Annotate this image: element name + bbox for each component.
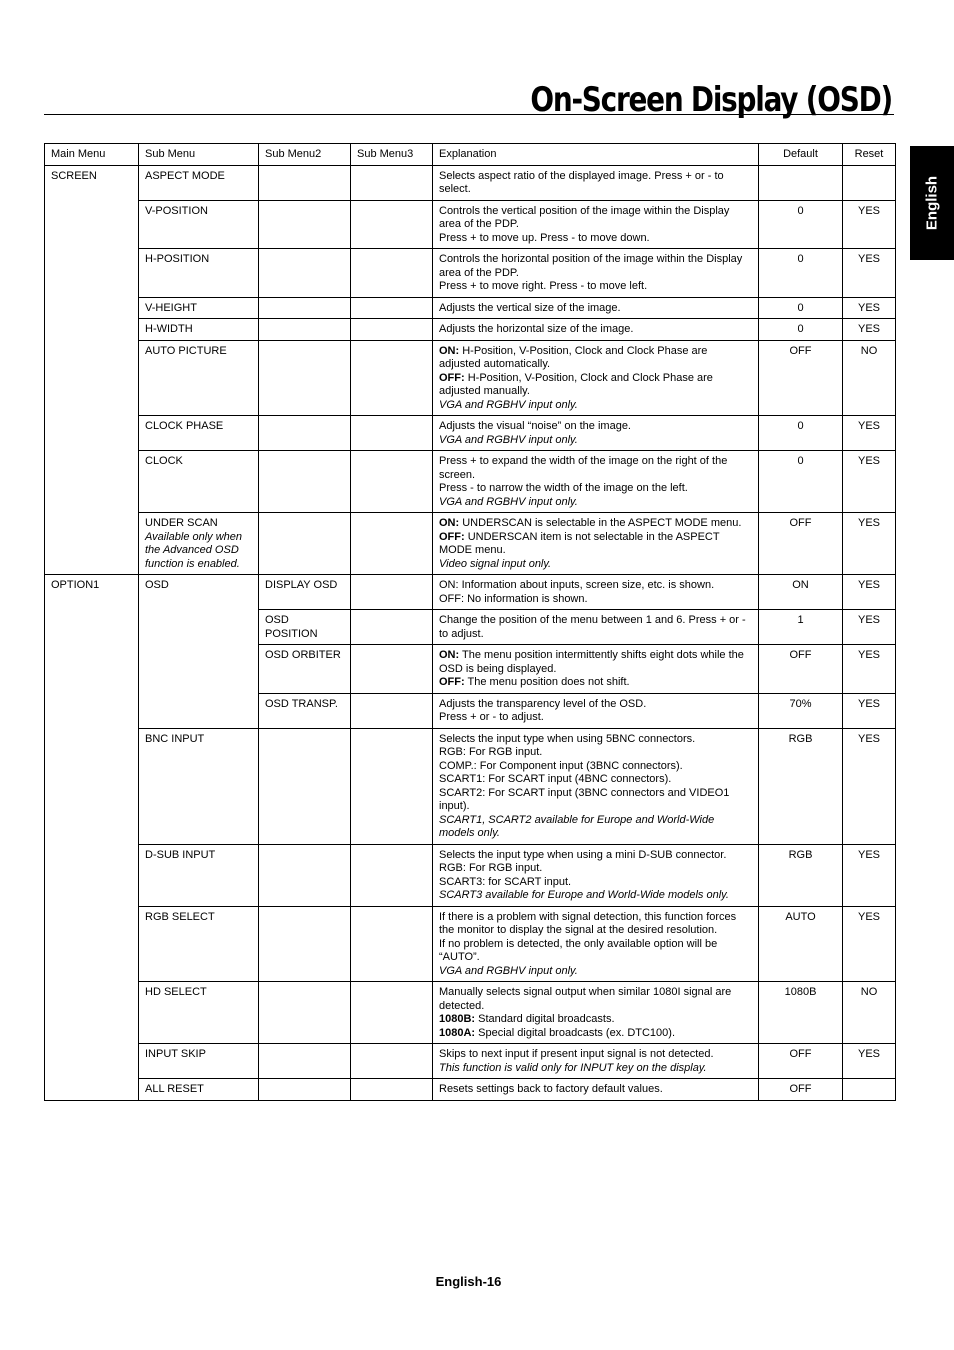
table-row xyxy=(45,165,896,200)
explanation-text: Selects the input type when using 5BNC connectors. xyxy=(439,732,696,745)
explanation-line xyxy=(439,579,752,593)
table-row xyxy=(45,982,896,1044)
explanation-line xyxy=(439,253,752,280)
explanation-text: Press + or - to adjust. xyxy=(439,711,544,723)
sub-menu-cell xyxy=(139,416,259,451)
explanation-line xyxy=(439,965,752,979)
sub-menu-label: INPUT SKIP xyxy=(145,1048,206,1060)
sub-menu-note: Available only when the Advanced OSD function is enabled. xyxy=(145,530,243,570)
table-row xyxy=(45,906,896,982)
sub-menu-label: ASPECT MODE xyxy=(145,169,225,182)
sub-menu-cell xyxy=(139,610,259,645)
default-value-cell: 1080B xyxy=(759,982,843,1044)
default-value-cell: 0 xyxy=(759,297,843,319)
sub-menu-label: AUTO PICTURE xyxy=(145,344,227,357)
default-value-cell: ON xyxy=(759,575,843,610)
sub-menu-label: HD SELECT xyxy=(145,986,207,998)
explanation-text: Press + to expand the width of the image on the right of the screen. xyxy=(439,455,728,481)
reset-value-cell: YES xyxy=(843,297,896,319)
table-row xyxy=(45,575,896,610)
explanation-line xyxy=(439,760,752,774)
explanation-text: Manually selects signal output when similar 1080I signal are detected. xyxy=(439,986,732,1012)
sub-menu-label: V-HEIGHT xyxy=(145,301,197,314)
explanation-text: Press + to move up. Press - to move down. xyxy=(439,231,650,244)
sub-menu3-cell xyxy=(351,200,433,249)
sub-menu-cell xyxy=(139,693,259,728)
reset-value-cell: NO xyxy=(843,982,896,1044)
sub-menu-cell xyxy=(139,200,259,249)
default-value-cell: RGB xyxy=(759,844,843,906)
sub-menu2-label: POSITION xyxy=(265,627,318,640)
sub-menu2-cell xyxy=(259,165,351,200)
main-menu-cell xyxy=(45,249,139,298)
explanation-text: RGB: For RGB input. xyxy=(439,746,543,758)
explanation-line xyxy=(439,746,752,760)
explanation-line xyxy=(439,711,752,725)
default-value-cell: 0 xyxy=(759,319,843,341)
table-row xyxy=(45,249,896,298)
explanation-line xyxy=(439,517,752,531)
explanation-line xyxy=(439,372,752,399)
explanation-line xyxy=(439,558,752,572)
reset-value-cell: YES xyxy=(843,575,896,610)
explanation-line xyxy=(439,1062,752,1076)
reset-value-cell: NO xyxy=(843,340,896,416)
main-menu-cell xyxy=(45,610,139,645)
main-menu-cell xyxy=(45,165,139,200)
default-value-cell: OFF xyxy=(759,1044,843,1079)
sub-menu2-label: OSD xyxy=(265,614,289,626)
sub-menu3-cell xyxy=(351,451,433,513)
explanation-note: VGA and RGBHV input only. xyxy=(439,433,578,446)
sub-menu2-cell xyxy=(259,575,351,610)
sub-menu2-cell xyxy=(259,1044,351,1079)
explanation-cell xyxy=(433,1079,759,1101)
main-menu-cell xyxy=(45,1044,139,1079)
main-menu-cell xyxy=(45,319,139,341)
explanation-keyword: OFF: xyxy=(439,371,465,384)
sub-menu3-cell xyxy=(351,165,433,200)
main-menu-cell xyxy=(45,513,139,575)
sub-menu2-cell xyxy=(259,693,351,728)
explanation-text: Special digital broadcasts (ex. DTC100). xyxy=(475,1026,676,1039)
reset-value-cell: YES xyxy=(843,645,896,694)
explanation-cell xyxy=(433,319,759,341)
reset-value-cell: YES xyxy=(843,416,896,451)
sub-menu-label: RGB SELECT xyxy=(145,910,215,923)
default-value-cell: RGB xyxy=(759,728,843,844)
explanation-text: Adjusts the horizontal size of the image. xyxy=(439,323,634,335)
explanation-line xyxy=(439,434,752,448)
explanation-line xyxy=(439,1027,752,1041)
main-menu-cell xyxy=(45,416,139,451)
reset-value-cell: YES xyxy=(843,319,896,341)
sub-menu2-cell xyxy=(259,249,351,298)
default-value-cell: OFF xyxy=(759,645,843,694)
sub-menu2-cell xyxy=(259,645,351,694)
explanation-text: Standard digital broadcasts. xyxy=(475,1013,615,1025)
explanation-text: SCART3: for SCART input. xyxy=(439,875,572,888)
sub-menu-cell xyxy=(139,340,259,416)
reset-value-cell xyxy=(843,165,896,200)
sub-menu3-cell xyxy=(351,728,433,844)
reset-value-cell xyxy=(843,1079,896,1101)
explanation-text: COMP.: For Component input (3BNC connectors). xyxy=(439,759,683,772)
sub-menu-cell xyxy=(139,451,259,513)
explanation-line xyxy=(439,986,752,1013)
sub-menu-cell xyxy=(139,1079,259,1101)
sub-menu-label: H-POSITION xyxy=(145,253,210,265)
sub-menu2-cell xyxy=(259,200,351,249)
sub-menu-label: D-SUB INPUT xyxy=(145,848,216,861)
explanation-note: VGA and RGBHV input only. xyxy=(439,495,578,508)
explanation-text: Controls the vertical position of the image within the Display area of the PDP. xyxy=(439,204,730,230)
explanation-line xyxy=(439,496,752,510)
explanation-text: Adjusts the transparency level of the OSD. xyxy=(439,697,647,710)
explanation-line xyxy=(439,1083,752,1097)
explanation-text: OFF: No information is shown. xyxy=(439,592,588,605)
main-menu-cell xyxy=(45,575,139,610)
sub-menu3-cell xyxy=(351,1079,433,1101)
sub-menu3-cell xyxy=(351,906,433,982)
explanation-text: Change the position of the menu between 1 and 6. Press + or - to adjust. xyxy=(439,614,746,640)
main-menu-cell xyxy=(45,844,139,906)
sub-menu3-cell xyxy=(351,645,433,694)
explanation-text: UNDERSCAN is selectable in the ASPECT MODE menu. xyxy=(459,517,742,529)
default-value-cell: 1 xyxy=(759,610,843,645)
sub-menu2-cell xyxy=(259,1079,351,1101)
explanation-text: Resets settings back to factory default values. xyxy=(439,1083,663,1095)
sub-menu2-cell xyxy=(259,416,351,451)
main-menu-cell xyxy=(45,645,139,694)
default-value-cell: 70% xyxy=(759,693,843,728)
reset-value-cell: YES xyxy=(843,906,896,982)
default-value-cell: 0 xyxy=(759,451,843,513)
explanation-line xyxy=(439,773,752,787)
language-tab-label: English xyxy=(923,175,941,231)
osd-menu-table xyxy=(44,143,896,1101)
sub-menu-label: UNDER SCAN xyxy=(145,517,218,529)
table-row xyxy=(45,645,896,694)
explanation-text: The menu position intermittently shifts eight dots while the OSD is being displayed. xyxy=(439,649,744,675)
table-row xyxy=(45,693,896,728)
header-sub-menu: Sub Menu xyxy=(139,144,259,166)
table-row xyxy=(45,1079,896,1101)
table-row xyxy=(45,297,896,319)
explanation-cell xyxy=(433,200,759,249)
sub-menu3-cell xyxy=(351,982,433,1044)
explanation-text: H-Position, V-Position, Clock and Clock Phase are adjusted manually. xyxy=(439,371,713,397)
sub-menu2-cell xyxy=(259,906,351,982)
table-row xyxy=(45,319,896,341)
explanation-line xyxy=(439,232,752,246)
explanation-text: SCART1: For SCART input (4BNC connectors). xyxy=(439,773,672,785)
main-menu-label: OPTION1 xyxy=(51,579,100,591)
sub-menu2-cell xyxy=(259,844,351,906)
main-menu-cell xyxy=(45,728,139,844)
explanation-cell xyxy=(433,340,759,416)
sub-menu2-label: OSD TRANSP. xyxy=(265,697,338,710)
explanation-line xyxy=(439,862,752,876)
table-row xyxy=(45,451,896,513)
explanation-line xyxy=(439,938,752,965)
explanation-line xyxy=(439,1013,752,1027)
main-menu-cell xyxy=(45,693,139,728)
explanation-line xyxy=(439,280,752,294)
table-row xyxy=(45,513,896,575)
table-body xyxy=(45,165,896,1100)
explanation-cell xyxy=(433,165,759,200)
explanation-keyword: OFF: xyxy=(439,530,465,543)
reset-value-cell: YES xyxy=(843,693,896,728)
reset-value-cell: YES xyxy=(843,844,896,906)
explanation-text: If no problem is detected, the only available option will be “AUTO”. xyxy=(439,937,718,963)
explanation-cell xyxy=(433,297,759,319)
explanation-line xyxy=(439,482,752,496)
explanation-note: VGA and RGBHV input only. xyxy=(439,964,578,977)
language-tab xyxy=(910,146,954,260)
sub-menu-cell xyxy=(139,165,259,200)
explanation-line xyxy=(439,323,752,337)
reset-value-cell: YES xyxy=(843,610,896,645)
explanation-text: Press - to narrow the width of the image on the left. xyxy=(439,482,688,494)
sub-menu-cell xyxy=(139,319,259,341)
reset-value-cell: YES xyxy=(843,200,896,249)
sub-menu3-cell xyxy=(351,610,433,645)
sub-menu3-cell xyxy=(351,844,433,906)
sub-menu3-cell xyxy=(351,575,433,610)
explanation-text: Press + to move right. Press - to move left. xyxy=(439,280,648,292)
explanation-line xyxy=(439,420,752,434)
explanation-keyword: ON: xyxy=(439,517,460,529)
explanation-cell xyxy=(433,844,759,906)
explanation-cell xyxy=(433,693,759,728)
explanation-line xyxy=(439,787,752,814)
sub-menu2-cell xyxy=(259,982,351,1044)
explanation-line xyxy=(439,170,752,197)
explanation-cell xyxy=(433,451,759,513)
sub-menu-cell xyxy=(139,906,259,982)
explanation-keyword: OFF: xyxy=(439,676,465,688)
sub-menu3-cell xyxy=(351,1044,433,1079)
sub-menu-cell xyxy=(139,297,259,319)
explanation-text: If there is a problem with signal detection, this function forces the monitor to display the signal at the desired resolution. xyxy=(439,910,737,936)
sub-menu-cell xyxy=(139,728,259,844)
explanation-line xyxy=(439,455,752,482)
explanation-cell xyxy=(433,249,759,298)
sub-menu-cell xyxy=(139,513,259,575)
explanation-note: VGA and RGBHV input only. xyxy=(439,398,578,411)
explanation-note: SCART3 available for Europe and World-Wide models only. xyxy=(439,889,729,901)
explanation-line xyxy=(439,345,752,372)
reset-value-cell: YES xyxy=(843,728,896,844)
default-value-cell: OFF xyxy=(759,340,843,416)
sub-menu2-label: DISPLAY OSD xyxy=(265,579,338,591)
explanation-text: RGB: For RGB input. xyxy=(439,862,543,874)
explanation-cell xyxy=(433,416,759,451)
sub-menu3-cell xyxy=(351,340,433,416)
table-row xyxy=(45,728,896,844)
explanation-line xyxy=(439,614,752,641)
sub-menu-cell xyxy=(139,982,259,1044)
reset-value-cell: YES xyxy=(843,1044,896,1079)
default-value-cell: OFF xyxy=(759,1079,843,1101)
sub-menu-label: H-WIDTH xyxy=(145,323,193,335)
main-menu-cell xyxy=(45,982,139,1044)
explanation-cell xyxy=(433,906,759,982)
sub-menu-label: BNC INPUT xyxy=(145,732,205,745)
explanation-cell xyxy=(433,645,759,694)
explanation-note: This function is valid only for INPUT key on the display. xyxy=(439,1061,707,1074)
main-menu-cell xyxy=(45,1079,139,1101)
sub-menu2-cell xyxy=(259,610,351,645)
sub-menu-cell xyxy=(139,249,259,298)
explanation-text: ON: Information about inputs, screen size, etc. is shown. xyxy=(439,579,715,591)
sub-menu2-label: OSD ORBITER xyxy=(265,649,341,661)
explanation-line xyxy=(439,205,752,232)
sub-menu3-cell xyxy=(351,249,433,298)
explanation-note: SCART1, SCART2 available for Europe and World-Wide models only. xyxy=(439,813,715,839)
explanation-text: The menu position does not shift. xyxy=(464,676,630,688)
header-reset: Reset xyxy=(843,144,896,166)
sub-menu-cell xyxy=(139,575,259,610)
explanation-cell xyxy=(433,982,759,1044)
sub-menu2-cell xyxy=(259,513,351,575)
table-header-row xyxy=(45,144,896,166)
explanation-line xyxy=(439,399,752,413)
explanation-cell xyxy=(433,513,759,575)
main-menu-cell xyxy=(45,906,139,982)
explanation-cell xyxy=(433,575,759,610)
sub-menu2-cell xyxy=(259,340,351,416)
sub-menu3-cell xyxy=(351,319,433,341)
sub-menu-label: V-POSITION xyxy=(145,204,208,217)
header-explanation: Explanation xyxy=(433,144,759,166)
title-rule xyxy=(44,114,894,115)
page-title: On-Screen Display (OSD) xyxy=(530,80,892,120)
default-value-cell: 0 xyxy=(759,249,843,298)
explanation-line xyxy=(439,1048,752,1062)
explanation-text: Adjusts the visual “noise” on the image. xyxy=(439,420,631,432)
explanation-line xyxy=(439,814,752,841)
explanation-line xyxy=(439,733,752,747)
sub-menu3-cell xyxy=(351,513,433,575)
table-row xyxy=(45,844,896,906)
explanation-line xyxy=(439,676,752,690)
explanation-keyword: 1080B: xyxy=(439,1013,476,1025)
sub-menu-cell xyxy=(139,844,259,906)
sub-menu2-cell xyxy=(259,728,351,844)
sub-menu-cell xyxy=(139,645,259,694)
sub-menu-label: CLOCK xyxy=(145,455,183,467)
sub-menu2-cell xyxy=(259,451,351,513)
explanation-text: H-Position, V-Position, Clock and Clock Phase are adjusted automatically. xyxy=(439,344,708,370)
sub-menu3-cell xyxy=(351,693,433,728)
main-menu-cell xyxy=(45,451,139,513)
sub-menu3-cell xyxy=(351,416,433,451)
sub-menu2-cell xyxy=(259,319,351,341)
explanation-note: Video signal input only. xyxy=(439,557,552,570)
header-main-menu: Main Menu xyxy=(45,144,139,166)
table-row xyxy=(45,1044,896,1079)
header-sub-menu3: Sub Menu3 xyxy=(351,144,433,166)
main-menu-cell xyxy=(45,200,139,249)
explanation-text: Selects aspect ratio of the displayed image. Press + or - to select. xyxy=(439,169,724,195)
explanation-line xyxy=(439,698,752,712)
explanation-cell xyxy=(433,728,759,844)
explanation-keyword: ON: xyxy=(439,344,460,357)
default-value-cell: 0 xyxy=(759,416,843,451)
reset-value-cell: YES xyxy=(843,513,896,575)
explanation-cell xyxy=(433,610,759,645)
explanation-cell xyxy=(433,1044,759,1079)
main-menu-cell xyxy=(45,340,139,416)
explanation-keyword: ON: xyxy=(439,649,460,661)
reset-value-cell: YES xyxy=(843,249,896,298)
sub-menu3-cell xyxy=(351,297,433,319)
explanation-line xyxy=(439,889,752,903)
explanation-line xyxy=(439,849,752,863)
table-row xyxy=(45,610,896,645)
explanation-text: Controls the horizontal position of the image within the Display area of the PDP. xyxy=(439,253,743,279)
explanation-line xyxy=(439,911,752,938)
explanation-line xyxy=(439,649,752,676)
explanation-line xyxy=(439,302,752,316)
explanation-text: Adjusts the vertical size of the image. xyxy=(439,301,621,314)
reset-value-cell: YES xyxy=(843,451,896,513)
sub-menu-label: CLOCK PHASE xyxy=(145,420,224,432)
header-default: Default xyxy=(759,144,843,166)
default-value-cell: 0 xyxy=(759,200,843,249)
explanation-text: Selects the input type when using a mini D-SUB connector. xyxy=(439,848,727,861)
page-footer: English-16 xyxy=(435,1274,502,1289)
table-row xyxy=(45,416,896,451)
header-sub-menu2: Sub Menu2 xyxy=(259,144,351,166)
sub-menu2-cell xyxy=(259,297,351,319)
explanation-text: Skips to next input if present input signal is not detected. xyxy=(439,1048,714,1060)
explanation-text: SCART2: For SCART input (3BNC connectors and VIDEO1 input). xyxy=(439,786,730,812)
explanation-line xyxy=(439,876,752,890)
main-menu-label: SCREEN xyxy=(51,169,97,182)
explanation-line xyxy=(439,531,752,558)
main-menu-cell xyxy=(45,297,139,319)
default-value-cell xyxy=(759,165,843,200)
default-value-cell: OFF xyxy=(759,513,843,575)
explanation-keyword: 1080A: xyxy=(439,1026,476,1039)
explanation-text: UNDERSCAN item is not selectable in the ASPECT MODE menu. xyxy=(439,530,720,556)
sub-menu-cell xyxy=(139,1044,259,1079)
explanation-line xyxy=(439,593,752,607)
sub-menu-label: OSD xyxy=(145,579,169,591)
default-value-cell: AUTO xyxy=(759,906,843,982)
table-row xyxy=(45,200,896,249)
sub-menu-label: ALL RESET xyxy=(145,1083,204,1095)
table-row xyxy=(45,340,896,416)
